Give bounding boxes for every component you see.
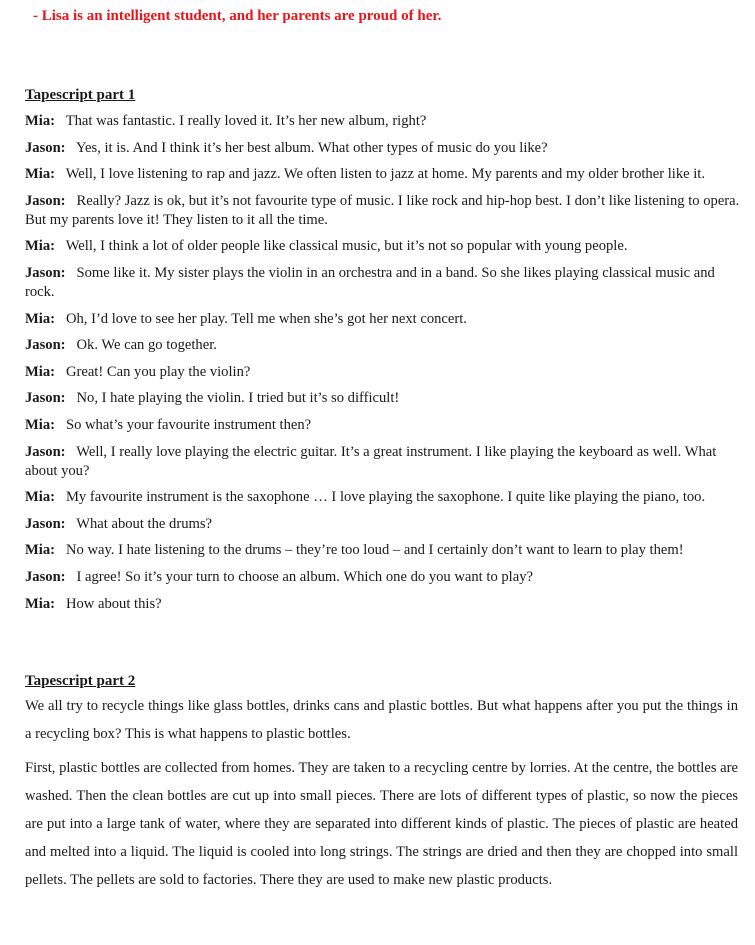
speaker-name: Mia: [25,238,55,255]
speaker-name: Jason: [25,390,66,407]
speaker-name: Jason: [25,443,66,460]
tapescript-part-1 [25,86,740,621]
speaker-name: Jason: [25,515,66,532]
speaker-name: Mia: [25,113,55,129]
dialogue-line [25,237,740,256]
speaker-name: Jason: [25,337,66,354]
paragraph: First, plastic bottles are collected from homes. They are taken to a recycling centre by lorries. At the centre, the bottles are washed. Then the clean bottles are cut up into small pieces. There are lots of different types of plastic, so now the pieces are put into a large tank of water, where they are separated into different kinds of plastic. The pieces of plastic are heated and melted into a liquid. The liquid is cooled into long strings. The strings are dried and then they are chopped into small pellets. The pellets are sold to factories. There they are used to make new plastic products. [25,760,738,888]
part-1-heading: Tapescript part 1 [25,87,136,103]
dialogue-line [25,310,740,329]
speaker-name: Mia: [25,363,55,380]
dialogue-text: Ok. We can go together. [76,337,217,354]
dialogue-line [25,568,740,587]
dialogue-text: No, I hate playing the violin. I tried but it’s so difficult! [76,390,400,407]
dialogue-text: Well, I love listening to rap and jazz. We often listen to jazz at home. My parents and my older brother like it. [65,166,706,183]
dialogue-text: So what’s your favourite instrument then? [65,416,312,433]
dialogue-text: Great! Can you play the violin? [65,363,251,380]
dialogue-line [25,165,740,184]
speaker-name: Jason: [25,192,66,209]
dialogue-text: I agree! So it’s your turn to choose an album. Which one do you want to play? [76,568,533,585]
dialogue-line [25,515,740,534]
dialogue-text: That was fantastic. I really loved it. It’s her new album, right? [65,113,427,129]
dialogue-line [25,541,740,560]
dialogue-text: No way. I hate listening to the drums – they’re too loud – and I certainly don’t want to learn to play them! [65,542,684,559]
answer-line: - Lisa is an intelligent student, and her parents are proud of her. [33,8,442,24]
dialogue-line [25,363,740,382]
speaker-name: Mia: [25,489,55,506]
speaker-name: Mia: [25,416,55,433]
speaker-name: Mia: [25,542,55,559]
dialogue-text: Well, I think a lot of older people like classical music, but it’s not so popular with young people. [65,238,628,255]
dialogue-line [25,139,740,158]
dialogue-text: Really? Jazz is ok, but it’s not favourite type of music. I like rock and hip-hop best. I don’t like listening to opera. But my parents love it! They listen to it all the time. [25,192,740,228]
tapescript-part-2 [25,672,738,900]
speaker-name: Mia: [25,166,55,183]
dialogue-text: What about the drums? [76,515,212,532]
dialogue-text: How about this? [65,595,162,612]
dialogue-line [25,112,740,131]
dialogue-line [25,443,740,481]
dialogue-text: My favourite instrument is the saxophone … I love playing the saxophone. I quite like playing the piano, too. [65,489,706,506]
speaker-name: Jason: [25,264,66,281]
dialogue-line [25,488,740,507]
dialogue-line [25,336,740,355]
dialogue-text: Yes, it is. And I think it’s her best album. What other types of music do you like? [75,139,548,156]
speaker-name: Mia: [25,310,55,327]
dialogue-line [25,389,740,408]
dialogue-text: Well, I really love playing the electric guitar. It’s a great instrument. I like playing the keyboard as well. What about you? [25,443,717,479]
dialogue-text: Oh, I’d love to see her play. Tell me when she’s got her next concert. [65,310,467,327]
speaker-name: Mia: [25,595,55,612]
dialogue-text: Some like it. My sister plays the violin in an orchestra and in a band. So she likes playing classical music and rock. [25,264,715,300]
dialogue-line [25,192,740,230]
speaker-name: Jason: [25,568,66,585]
part-2-heading: Tapescript part 2 [25,673,136,689]
speaker-name: Jason: [25,139,66,156]
dialogue-line [25,595,740,614]
paragraph: We all try to recycle things like glass bottles, drinks cans and plastic bottles. But what happens after you put the things in a recycling box? This is what happens to plastic bottles. [25,698,738,742]
dialogue-line [25,416,740,435]
dialogue-line [25,264,740,302]
